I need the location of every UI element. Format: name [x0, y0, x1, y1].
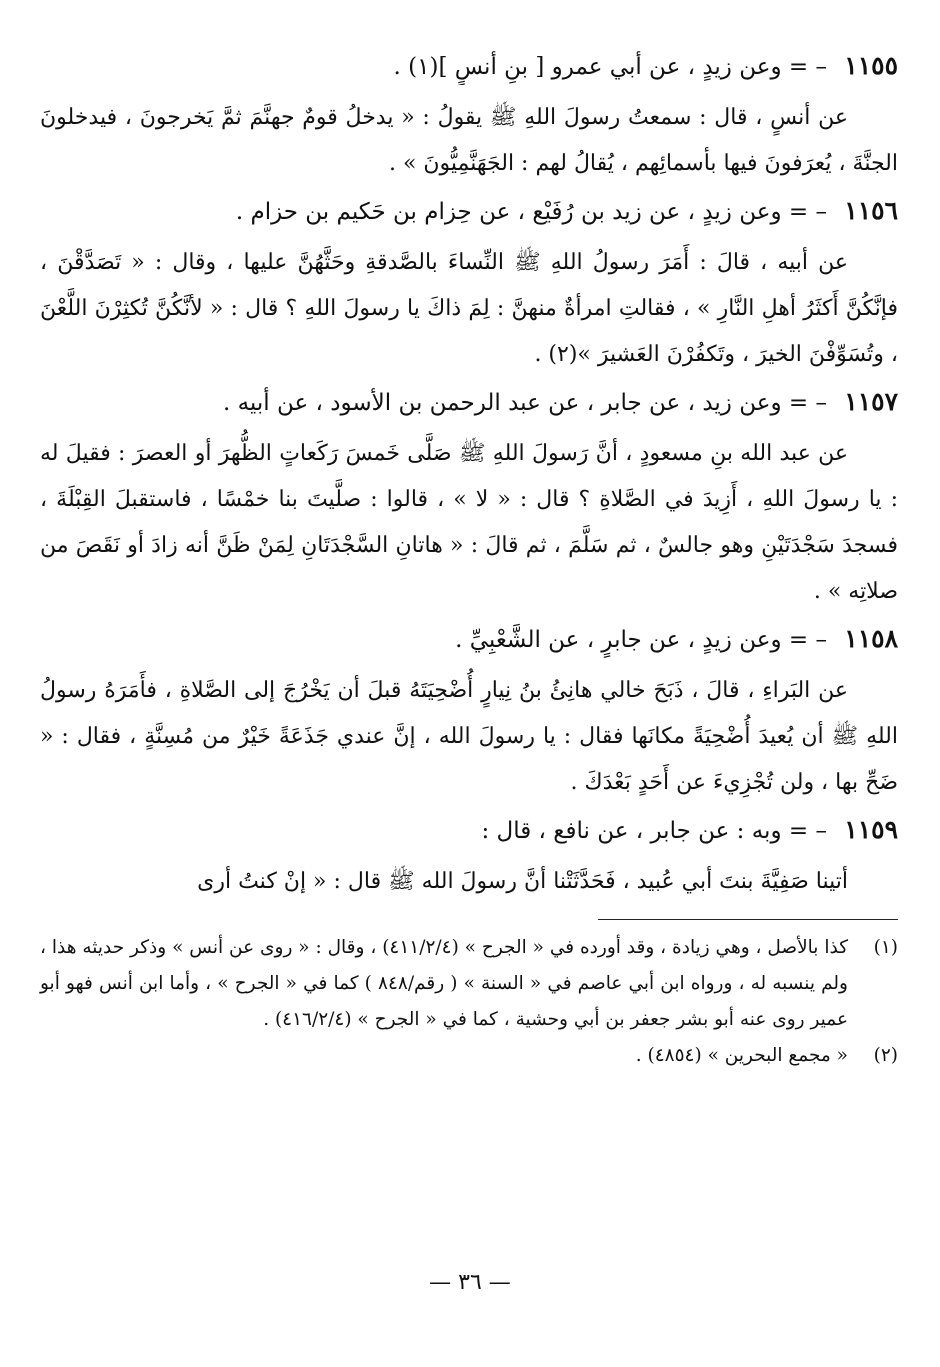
hadith-text-1158: عن البَراءِ ، قالَ ، ذَبَحَ خالي هانِئُ بنُ نِيارٍ أُضْحِيَتَهُ قبلَ أن يَخْرُجَ إلى الصَّلاةِ ، فأَمَرَهُ رسولُ اللهِ ﷺ أن يُعيدَ أُضْحِيَةً مكانَها فقال : يا رسولَ الله ، إنَّ عندي جَذَعَةً خَيْرٌ من مُسِنَّةٍ ، فقال : « ضَحِّ بها ، ولن تُجْزِيءَ عن أَحَدٍ بَعْدَكَ .	[40, 678, 898, 795]
hadith-isnad: – = وعن زيد ، عن جابر ، عن عبد الرحمن بن الأسود ، عن أبيه .	[222, 390, 827, 416]
footnote-text: كذا بالأصل ، وهي زيادة ، وقد أورده في « الجرح » (٤١١/٢/٤) ، وقال : « روى عن أنس » وذكر حديثه هذا ، ولم ينسبه له ، ورواه ابن أبي عاصم في « السنة » ( رقم/٨٤٨ ) كما في « الجرح » ، وأما ابن أنس فهو أبو عمير روى عنه أبو بشر جعفر بن أبي وحشية ، كما في « الجرح » (٤١٦/٢/٤) .	[40, 937, 848, 1030]
footnote-text: « مجمع البحرين » (٤٨٥٤) .	[635, 1045, 848, 1066]
hadith-isnad: – = وعن زيدٍ ، عن زيد بن رُفَيْع ، عن حِزام بن حَكيم بن حزام .	[235, 199, 827, 225]
hadith-isnad: – = وعن زيدٍ ، عن جابرٍ ، عن الشَّعْبِيِّ .	[455, 627, 827, 653]
hadith-text-1155: عن أنسٍ ، قال : سمعتُ رسولَ اللهِ ﷺ يقولُ : « يدخلُ قومٌ جهنَّمَ ثمَّ يَخرجونَ ، فيدخلونَ الجنَّةَ ، يُعرَفونَ فيها بأسمائِهم ، يُقالُ لهم : الجَهَنَّمِيُّونَ » .	[40, 105, 898, 176]
hadith-text-1156: عن أبيه ، قالَ : أَمَرَ رسولُ اللهِ ﷺ النِّساءَ بالصَّدقةِ وحَثَّهُنَّ عليها ، وقال : « تَصَدَّقْنَ ، فإنَّكُنَّ أَكثَرُ أهلِ النَّارِ » ، فقالتِ امرأةٌ منهنَّ : لِمَ ذاكَ يا رسولَ اللهِ ؟ قال : « لأنَّكُنَّ تُكثِرْنَ اللَّعْنَ ، وتُسَوِّفْنَ الخيرَ ، وتَكفُرْنَ العَشيرَ »(٢) .	[40, 250, 898, 367]
hadith-isnad: – = وبه : عن جابر ، عن نافع ، قال :	[481, 818, 827, 844]
footnote-mark: (٢)	[873, 1045, 898, 1066]
hadith-number: ١١٥٨	[844, 624, 898, 653]
footnote-mark: (١)	[873, 937, 898, 958]
page-number: — ٣٦ —	[429, 1270, 511, 1295]
footnotes	[40, 930, 898, 1074]
hadith-heading-1157	[40, 384, 898, 421]
hadith-number: ١١٥٦	[844, 196, 898, 225]
hadith-heading-1159	[40, 812, 898, 849]
hadith-text-1159: أتينا صَفِيَّةَ بنتَ أبي عُبيد ، فَحَدَّثَتْنا أنَّ رسولَ الله ﷺ قال : « إنْ كنتُ أرى	[197, 869, 848, 894]
hadith-heading-1155	[40, 48, 898, 85]
hadith-heading-1156	[40, 193, 898, 230]
hadith-number: ١١٥٥	[844, 51, 898, 80]
footnote-1	[40, 930, 898, 1038]
footnote-2	[40, 1038, 898, 1074]
footnote-divider	[598, 919, 898, 920]
hadith-text-1157: عن عبد الله بنِ مسعودٍ ، أنَّ رَسولَ اللهِ ﷺ صَلَّى خَمسَ رَكَعاتٍ الظُّهرَ أو العصرَ : فقيلَ له : يا رسولَ اللهِ ، أَزِيدَ في الصَّلاةِ ؟ قال : « لا » ، قالوا : صلَّيتَ بنا خمْسًا ، فاستقبلَ القِبْلَةَ ، فسجدَ سَجْدَتَيْنِ وهو جالسٌ ، ثم سَلَّمَ ، ثم قالَ : « هاتانِ السَّجْدَتَانِ لِمَنْ ظَنَّ أنه زادَ أو نَقَصَ من صلاتِه » .	[40, 441, 898, 604]
hadith-number: ١١٥٩	[844, 815, 898, 844]
hadith-heading-1158	[40, 621, 898, 658]
hadith-isnad: – = وعن زيدٍ ، عن أبي عمرو [ بنِ أنسٍ ](١) .	[393, 54, 827, 80]
hadith-number: ١١٥٧	[844, 387, 898, 416]
page-content	[40, 48, 898, 1074]
